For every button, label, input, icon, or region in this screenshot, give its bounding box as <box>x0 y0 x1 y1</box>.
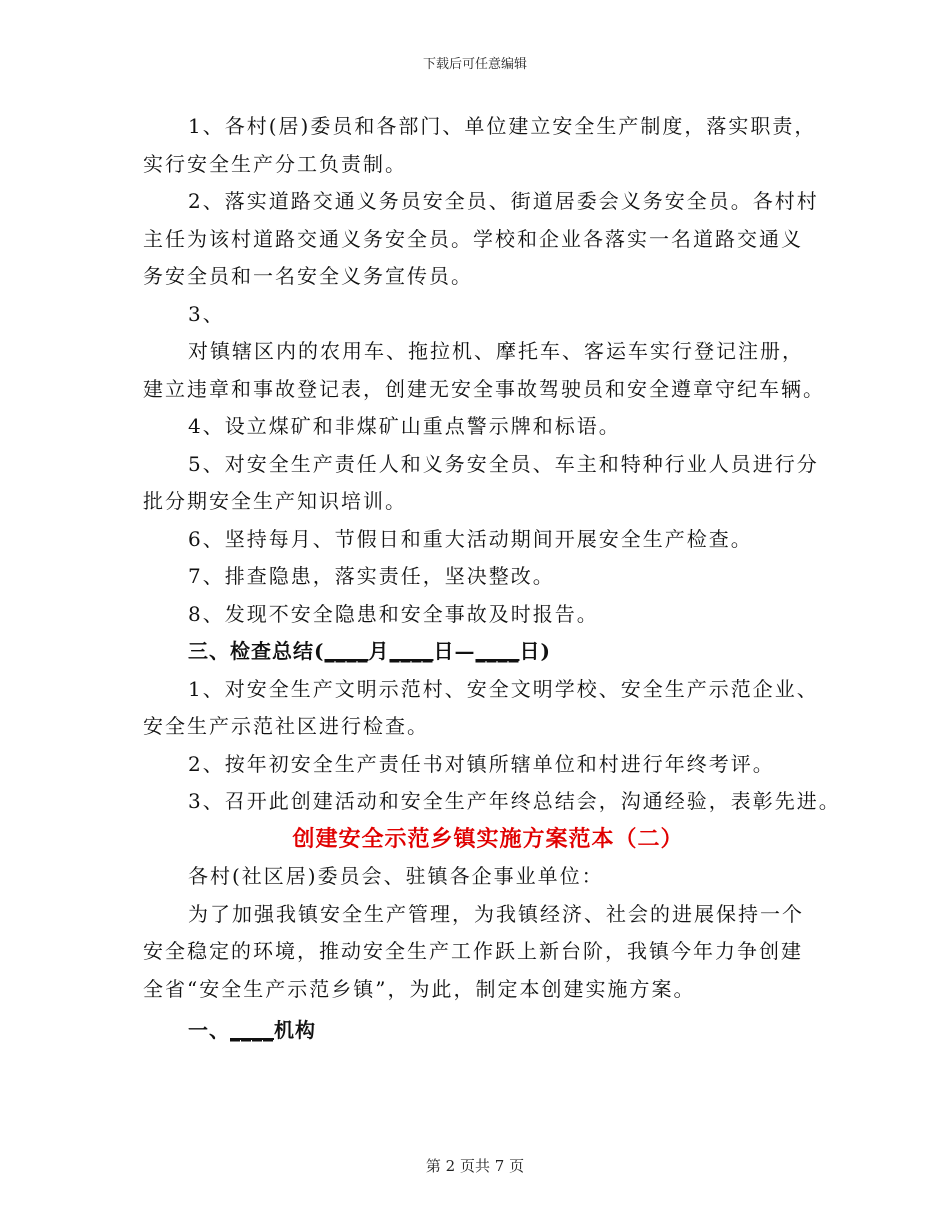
paragraph-3-line-1: 对镇辖区内的农用车、拖拉机、摩托车、客运车实行登记注册， <box>188 339 804 363</box>
section-3-suffix: 日) <box>519 639 551 663</box>
section-1-suffix: 机构 <box>274 1018 316 1042</box>
section-3-item-1-line-1: 1、对安全生产文明示范村、安全文明学校、安全生产示范企业、 <box>188 676 819 701</box>
paragraph-2-line-1: 2、落实道路交通义务员安全员、街道居委会义务安全员。各村村 <box>188 189 819 213</box>
intro-line-2: 安全稳定的环境，推动安全生产工作跃上新台阶，我镇今年力争创建 <box>143 939 803 963</box>
section-3-prefix: 三、检查总结( <box>188 639 325 663</box>
addressee: 各村(社区居)委员会、驻镇各企事业单位： <box>188 864 604 888</box>
page-footer: 第 2 页共 7 页 <box>425 1157 525 1175</box>
section-1-heading <box>143 1012 833 1050</box>
fill-blank-day-start: ____ <box>389 639 434 663</box>
paragraph-5-line-1: 5、对安全生产责任人和义务安全员、车主和特种行业人员进行分 <box>188 451 819 476</box>
paragraph-8: 8、发现不安全隐患和安全事故及时报告。 <box>188 601 599 626</box>
page-header: 下载后可任意编辑 <box>422 57 527 72</box>
paragraph-3-number: 3、 <box>188 301 225 326</box>
fill-blank-day-end: ____ <box>475 639 520 663</box>
section-3-heading <box>143 633 833 671</box>
document-title: 创建安全示范乡镇实施方案范本（二） <box>292 825 684 852</box>
paragraph-3-line-2: 建立违章和事故登记表，创建无安全事故驾驶员和安全遵章守纪车辆。 <box>143 376 825 401</box>
section-3-item-2: 2、按年初安全生产责任书对镇所辖单位和村进行年终考评。 <box>188 751 775 776</box>
paragraph-4: 4、设立煤矿和非煤矿山重点警示牌和标语。 <box>188 414 621 438</box>
intro-line-3: 全省“安全生产示范乡镇”，为此，制定本创建实施方案。 <box>143 976 696 1001</box>
section-3-day-dash: 日— <box>433 639 476 663</box>
paragraph-5-line-2: 批分期安全生产知识培训。 <box>143 489 407 513</box>
paragraph-6: 6、坚持每月、节假日和重大活动期间开展安全生产检查。 <box>188 526 753 551</box>
document-body <box>143 108 841 1050</box>
paragraph-1-line-2: 实行安全生产分工负责制。 <box>143 151 407 176</box>
paragraph-2-line-2: 主任为该村道路交通义务安全员。学校和企业各落实一名道路交通义 <box>143 226 803 251</box>
section-3-item-1-line-2: 安全生产示范社区进行检查。 <box>143 714 429 738</box>
section-3-month: 月 <box>368 639 390 663</box>
section-3-item-3: 3、召开此创建活动和安全生产年终总结会，沟通经验，表彰先进。 <box>188 789 841 813</box>
section-1-prefix: 一、 <box>188 1018 230 1042</box>
intro-line-1: 为了加强我镇安全生产管理，为我镇经济、社会的进展保持一个 <box>188 901 804 926</box>
fill-blank-org: ____ <box>230 1018 274 1042</box>
fill-blank-month: ____ <box>324 639 369 663</box>
paragraph-1-line-1: 1、各村(居)委员和各部门、单位建立安全生产制度，落实职责， <box>188 114 817 138</box>
paragraph-2-line-3: 务安全员和一名安全义务宣传员。 <box>143 264 473 288</box>
paragraph-7: 7、排查隐患，落实责任，坚决整改。 <box>188 564 555 588</box>
